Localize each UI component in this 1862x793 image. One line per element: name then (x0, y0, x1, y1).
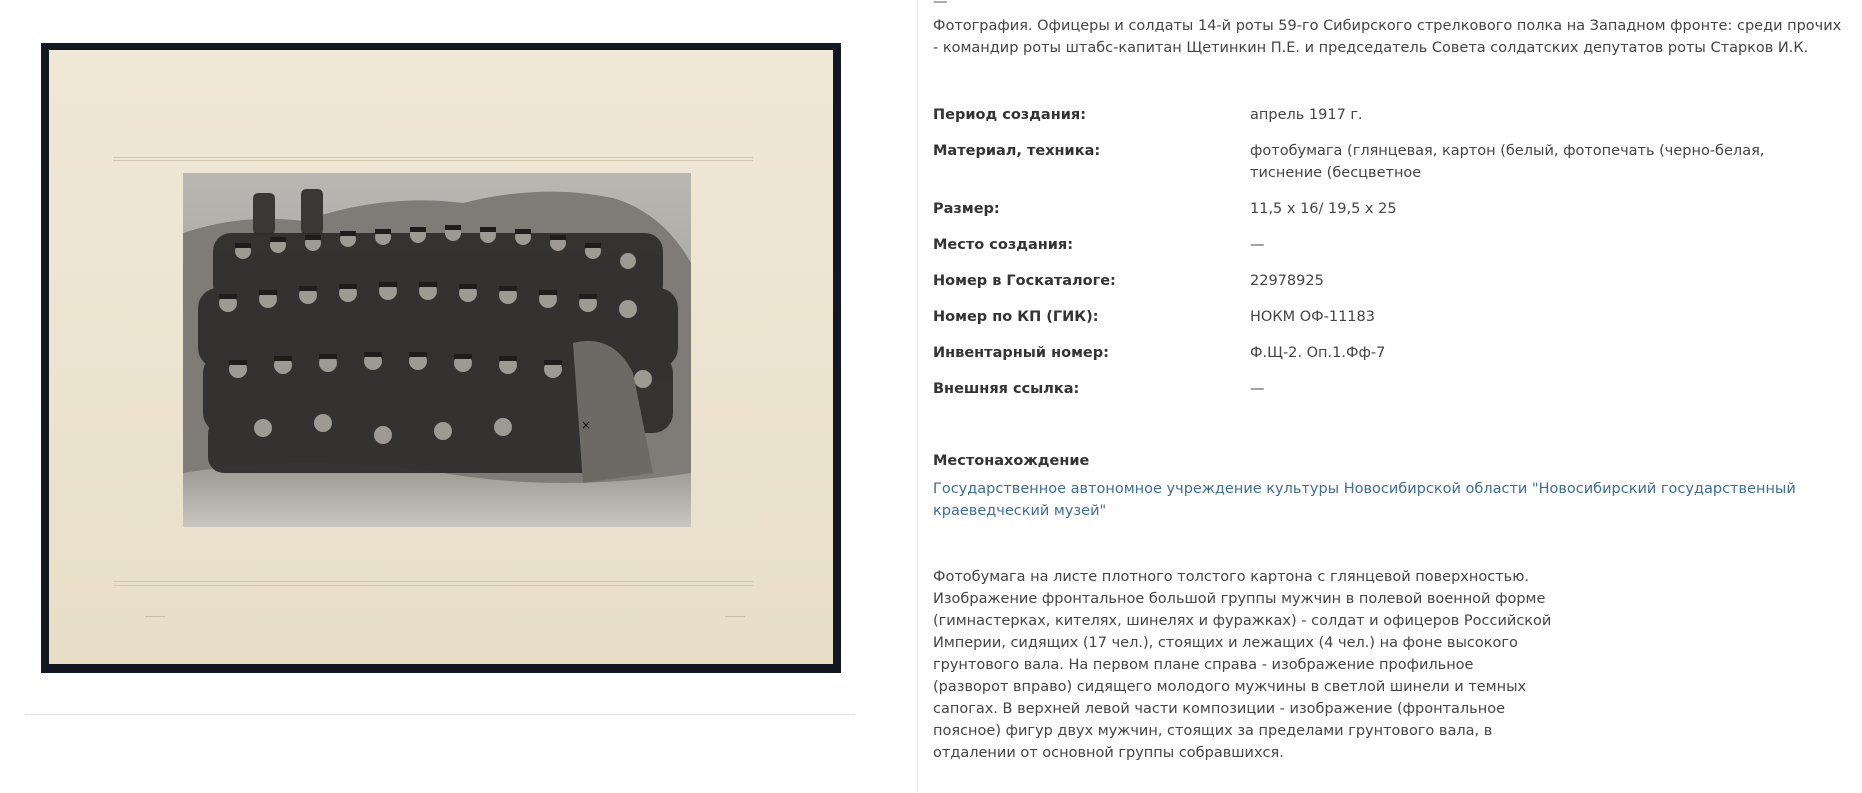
object-description: Фотобумага на листе плотного толстого картона с глянцевой поверхностью. Изображение фронтальное большой группы мужчин в полевой военной форме (гимнастерках, кителях, шинелях и фуражках) - солдат и офицеров Российской Империи, сидящих (17 чел.), стоящих и лежащих (4 чел.) на фоне высокого грунтового вала. На первом плане справа - изображение профильное (разворот вправо) сидящего молодого мужчины в светлой шинели и темных сапогах. В верхней левой части композиции - изображение (фронтальное поясное) фигур двух мужчин, стоящих за пределами грунтового вала, в отдалении от основной группы собравшихся. (933, 569, 1552, 761)
property-label: Размер: (933, 201, 1000, 217)
mount-mark-left (145, 616, 165, 617)
property-value: апрель 1917 г. (1250, 107, 1363, 123)
property-label: Материал, техника: (933, 143, 1101, 159)
mount-mark-right (725, 616, 745, 617)
property-label: Номер по КП (ГИК): (933, 309, 1099, 325)
property-label: Инвентарный номер: (933, 345, 1109, 361)
media-pane (0, 0, 917, 793)
group-photo-illustration (183, 173, 691, 527)
mount-emboss-top-2 (113, 160, 753, 161)
property-value: — (1250, 381, 1265, 397)
museum-link[interactable]: Государственное автономное учреждение культуры Новосибирской области "Новосибирский государственный краеведческий музей" (933, 481, 1796, 519)
property-row-goskatalog (933, 270, 1843, 292)
property-row-place (933, 234, 1843, 256)
location-heading: Местонахождение (933, 453, 1090, 469)
property-value: 11,5 х 16/ 19,5 х 25 (1250, 201, 1397, 217)
svg-text:×: × (581, 418, 592, 432)
mount-emboss-bottom (113, 581, 753, 582)
details-pane (933, 0, 1843, 793)
object-caption: Фотография. Офицеры и солдаты 14-й роты 59-го Сибирского стрелкового полка на Западном фронте: среди прочих - командир роты штабс-капитан Щетинкин П.Е. и председатель Совета солдатских депутатов роты Старков И.К. (933, 18, 1842, 56)
property-row-kp (933, 306, 1843, 328)
property-row-material (933, 140, 1843, 184)
property-row-external-link (933, 378, 1843, 400)
photo-image[interactable] (41, 43, 841, 673)
property-row-inventory (933, 342, 1843, 364)
cardboard-mount (49, 50, 833, 664)
property-value: 22978925 (1250, 273, 1324, 289)
mount-emboss-top (113, 157, 753, 158)
photo-print (183, 173, 691, 527)
property-value: Ф.Щ-2. Оп.1.Фф-7 (1250, 345, 1386, 361)
top-dash: — (933, 0, 948, 10)
mount-emboss-bottom-2 (113, 585, 753, 586)
column-divider (917, 0, 918, 793)
property-row-size (933, 198, 1843, 220)
properties-list (933, 104, 1843, 414)
property-row-period (933, 104, 1843, 126)
property-label: Период создания: (933, 107, 1086, 123)
property-value: фотобумага (глянцевая, картон (белый, фотопечать (черно-белая, тиснение (бесцветное (1250, 143, 1765, 181)
media-divider (25, 714, 855, 715)
property-label: Место создания: (933, 237, 1074, 253)
property-value: НОКМ ОФ-11183 (1250, 309, 1375, 325)
property-label: Номер в Госкаталоге: (933, 273, 1116, 289)
property-label: Внешняя ссылка: (933, 381, 1080, 397)
property-value: — (1250, 237, 1265, 253)
